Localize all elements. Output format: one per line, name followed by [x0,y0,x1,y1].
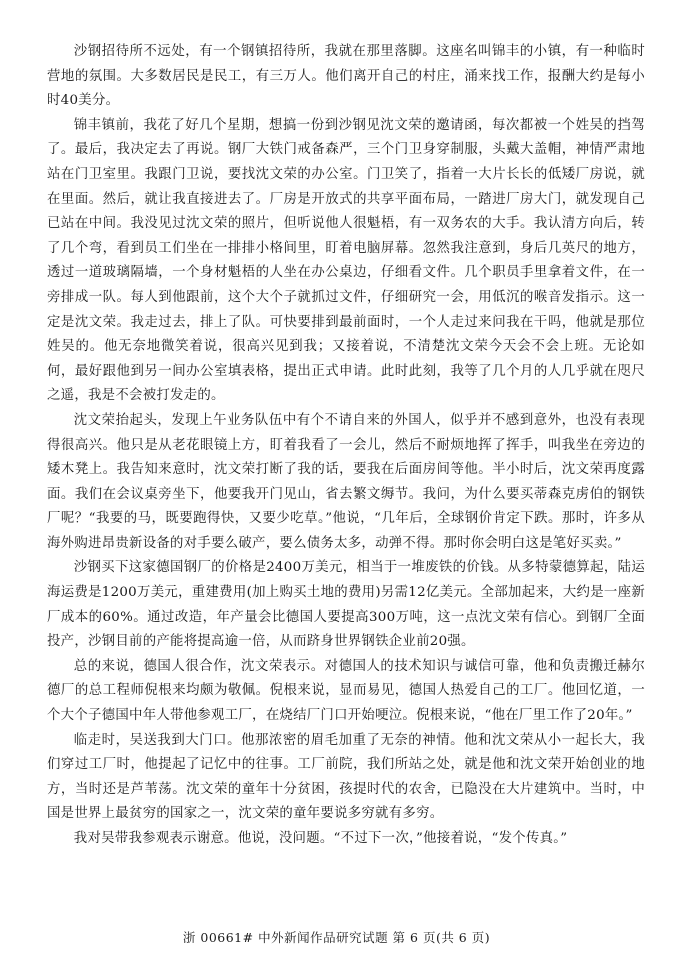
paragraph-6: 临走时，吴送我到大门口。他那浓密的眉毛加重了无奈的神情。他和沈文荣从小一起长大，我们穿过工厂时，他提起了记忆中的往事。工厂前院，我们所站之处，就是他和沈文荣开始创业的地方，当时还是芦苇荡。沈文荣的童年十分贫困，孩提时代的农舍，已隐没在大片建筑中。当时，中国是世界上最贫穷的国家之一，沈文荣的童年要说多穷就有多穷。 [47,732,645,822]
paragraph-5: 总的来说，德国人很合作，沈文荣表示。对德国人的技术知识与诚信可靠，他和负责搬迁赫尔德厂的总工程师倪根来均颇为敬佩。倪根来说，显而易见，德国人热爱自己的工厂。他回忆道，一个大个子德国中年人带他参观工厂，在烧结厂门口开始哽泣。倪根来说，“他在厂里工作了20年。” [47,658,645,724]
paragraph-1: 沙钢招待所不远处，有一个钢镇招待所，我就在那里落脚。这座名叫锦丰的小镇，有一种临时营地的氛围。大多数居民是民工，有三万人。他们离开自己的村庄，涌来找工作，报酬大约是每小时40美分。 [47,44,645,109]
paragraph-4: 沙钢买下这家德国钢厂的价格是2400万美元，相当于一堆废铁的价钱。从多特蒙德算起，陆运海运费是1200万美元，重建费用(加上购买土地的费用)另需12亿美元。全部加起来，大约是一座新厂成本的60%。通过改造，年产量会比德国人要提高300万吨，这一点沈文荣有信心。到钢厂全面投产，沙钢目前的产能将提高逾一倍，从而跻身世界钢铁企业前20强。 [47,560,645,650]
page-footer: 浙 00661# 中外新闻作品研究试题 第 6 页(共 6 页) [182,930,491,945]
paragraph-3: 沈文荣抬起头，发现上午业务队伍中有个不请自来的外国人，似乎并不感到意外，也没有表现得很高兴。他只是从老花眼镜上方，盯着我看了一会儿，然后不耐烦地挥了挥手，叫我坐在旁边的矮木凳上。我告知来意时，沈文荣打断了我的话，要我在后面房间等他。半小时后，沈文荣再度露面。我们在会议桌旁坐下，他要我开门见山，省去繁文缛节。我问，为什么要买蒂森克虏伯的钢铁厂呢？“我要的马，既要跑得快，又要少吃草。”他说，“几年后，全球钢价肯定下跌。那时，许多从海外购进昂贵新设备的对手要么破产，要么债务太多，动弹不得。那时你会明白这是笔好买卖。” [47,412,645,551]
article-body [47,40,645,852]
paragraph-2: 锦丰镇前，我花了好几个星期，想搞一份到沙钢见沈文荣的邀请函，每次都被一个姓吴的挡驾了。最后，我决定去了再说。钢厂大铁门戒备森严，三个门卫身穿制服，头戴大盖帽，神情严肃地站在门卫室里。我跟门卫说，要找沈文荣的办公室。门卫笑了，指着一大片长长的低矮厂房说，就在里面。然后，就让我直接进去了。厂房是开放式的共享平面布局，一踏进厂房大门，就发现自己已站在中间。我没见过沈文荣的照片，但听说他人很魁梧，有一双务农的大手。我认清方向后，转了几个弯，看到员工们坐在一排排小格间里，盯着电脑屏幕。忽然我注意到，身后几英尺的地方，透过一道玻璃隔墙，一个身材魁梧的人坐在办公桌边，仔细看文件。几个职员手里拿着文件，在一旁排成一队。每人到他跟前，这个大个子就抓过文件，仔细研究一会，用低沉的喉音发指示。这一定是沈文荣。我走过去，排上了队。可快要排到最前面时，一个人走过来问我在干吗，他就是那位姓吴的。他无奈地微笑着说，很高兴见到我；又接着说，不清楚沈文荣今天会不会上班。无论如何，最好跟他到另一间办公室填表格，提出正式申请。此时此刻，我等了几个月的人几乎就在咫尺之遥，我是不会被打发走的。 [47,117,645,404]
paragraph-7: 我对吴带我参观表示谢意。他说，没问题。“不过下一次，”他接着说，“发个传真。” [73,831,568,846]
